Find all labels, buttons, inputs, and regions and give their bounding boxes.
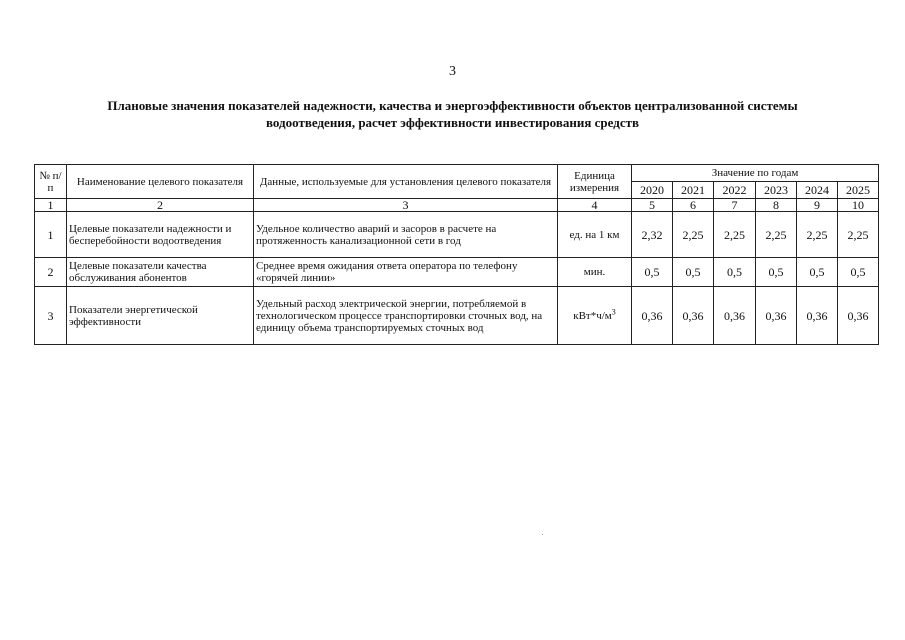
- row-value-2020: 0,36: [632, 287, 673, 345]
- column-number: 10: [838, 199, 879, 212]
- column-number: 4: [558, 199, 632, 212]
- column-number: 9: [797, 199, 838, 212]
- row-value-2023: 0,36: [756, 287, 797, 345]
- page-number: 3: [449, 64, 456, 79]
- table-row: [35, 258, 879, 287]
- row-value-2023: 2,25: [756, 212, 797, 258]
- row-value-2020: 0,5: [632, 258, 673, 287]
- row-num: 2: [35, 258, 67, 287]
- header-data: Данные, используемые для установления целевого показателя: [254, 165, 558, 199]
- document-title-line-1: Плановые значения показателей надежности, качества и энергоэффективности объектов централизованной системы: [107, 98, 798, 113]
- column-number: 8: [756, 199, 797, 212]
- header-year: 2021: [673, 182, 714, 199]
- row-value-2020: 2,32: [632, 212, 673, 258]
- row-unit-text: кВт*ч/м: [573, 309, 612, 322]
- header-year: 2024: [797, 182, 838, 199]
- row-value-2025: 2,25: [838, 212, 879, 258]
- row-value-2022: 0,5: [714, 258, 756, 287]
- document-title-line-2: водоотведения, расчет эффективности инвестирования средств: [266, 115, 639, 130]
- row-unit-superscript: 3: [611, 306, 616, 316]
- row-value-2023: 0,5: [756, 258, 797, 287]
- column-number: 6: [673, 199, 714, 212]
- row-indicator-data: Удельный расход электрической энергии, потребляемой в технологическом процессе транспортировки сточных вод, на единицу объема транспортируемых сточных вод: [254, 287, 558, 345]
- row-num: 3: [35, 287, 67, 345]
- row-value-2024: 0,36: [797, 287, 838, 345]
- column-number: 2: [67, 199, 254, 212]
- row-num: 1: [35, 212, 67, 258]
- header-years-group: Значение по годам: [632, 165, 879, 182]
- row-value-2021: 2,25: [673, 212, 714, 258]
- row-value-2021: 0,36: [673, 287, 714, 345]
- header-year: 2020: [632, 182, 673, 199]
- table-row: [35, 212, 879, 258]
- row-indicator-name: Целевые показатели качества обслуживания абонентов: [67, 258, 254, 287]
- header-row-1: [35, 165, 879, 182]
- row-value-2022: 2,25: [714, 212, 756, 258]
- table-row: [35, 287, 879, 345]
- row-unit: ед. на 1 км: [558, 212, 632, 258]
- column-number: 1: [35, 199, 67, 212]
- row-value-2022: 0,36: [714, 287, 756, 345]
- header-num: № п/п: [35, 165, 67, 199]
- row-unit: [558, 287, 632, 345]
- row-unit: мин.: [558, 258, 632, 287]
- row-indicator-data: Удельное количество аварий и засоров в расчете на протяженность канализационной сети в год: [254, 212, 558, 258]
- column-number: 3: [254, 199, 558, 212]
- row-indicator-name: Целевые показатели надежности и бесперебойности водоотведения: [67, 212, 254, 258]
- header-unit: Единица измерения: [558, 165, 632, 199]
- row-value-2025: 0,36: [838, 287, 879, 345]
- header-year: 2023: [756, 182, 797, 199]
- row-value-2024: 0,5: [797, 258, 838, 287]
- column-number: 7: [714, 199, 756, 212]
- scan-speck: [542, 534, 543, 535]
- column-number-row: [35, 199, 879, 212]
- header-year: 2022: [714, 182, 756, 199]
- row-value-2021: 0,5: [673, 258, 714, 287]
- row-value-2024: 2,25: [797, 212, 838, 258]
- row-indicator-name: Показатели энергетической эффективности: [67, 287, 254, 345]
- header-year: 2025: [838, 182, 879, 199]
- header-name: Наименование целевого показателя: [67, 165, 254, 199]
- row-indicator-data: Среднее время ожидания ответа оператора по телефону «горячей линии»: [254, 258, 558, 287]
- indicators-table: [34, 164, 879, 345]
- row-value-2025: 0,5: [838, 258, 879, 287]
- column-number: 5: [632, 199, 673, 212]
- document-title: [40, 97, 865, 131]
